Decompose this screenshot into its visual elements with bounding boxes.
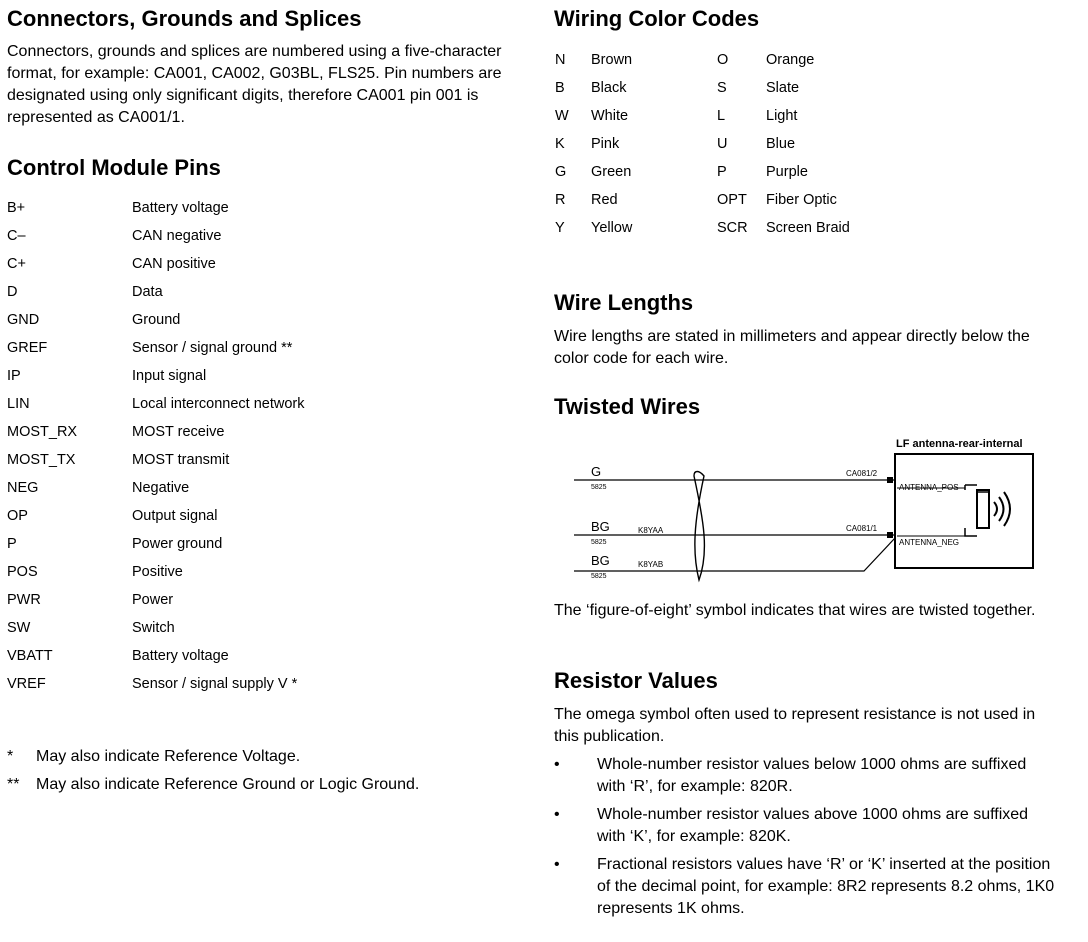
component-title: LF antenna-rear-internal [896, 438, 1023, 450]
pin-code: VREF [7, 676, 46, 692]
pin-description: Ground [132, 312, 181, 328]
pin-description: Local interconnect network [132, 396, 305, 412]
pin-code: C+ [7, 256, 26, 272]
color-name: Orange [766, 52, 815, 68]
pin2-label: CA081/1 [846, 524, 878, 533]
pin-description: Switch [132, 620, 175, 636]
bullet-text: Fractional resistors values have ‘R’ or ‘K’ inserted at the position of the decimal point, for example: 8R2 represents 8.2 ohms, 1K0 represents 1K ohms. [597, 856, 1055, 917]
footnote-mark: * [7, 748, 14, 765]
footnote-text: May also indicate Reference Voltage. [36, 748, 301, 765]
color-name: White [591, 108, 629, 124]
twisted-wires-diagram [554, 432, 1074, 588]
color-name: Yellow [591, 220, 633, 236]
pin-code: D [7, 284, 18, 300]
pin-code: GND [7, 312, 40, 328]
color-name: Screen Braid [766, 220, 850, 236]
pin-code: IP [7, 368, 21, 384]
bullet-text: Whole-number resistor values above 1000 ohms are suffixed with ‘K’, for example: 820K. [597, 806, 1029, 845]
component-box [895, 454, 1033, 568]
footnote-mark: ** [7, 776, 20, 793]
pin-description: Positive [132, 564, 183, 580]
pin-description: Data [132, 284, 163, 300]
wire3-length: 5825 [591, 573, 607, 580]
pin-description: MOST receive [132, 424, 225, 440]
pin-description: MOST transmit [132, 452, 230, 468]
wire3-color: BG [591, 553, 610, 568]
pin-marker [887, 532, 893, 538]
wire2-id: K8YAA [638, 526, 664, 535]
wire2-color: BG [591, 519, 610, 534]
color-code: Y [555, 220, 565, 236]
antenna-symbol [977, 490, 989, 528]
figure-of-eight-icon [694, 472, 704, 581]
bullet-mark: • [554, 756, 560, 773]
pin-description: Sensor / signal supply V * [132, 676, 298, 692]
pin-code: MOST_RX [7, 424, 78, 440]
pin-marker [887, 477, 893, 483]
color-code: U [717, 136, 728, 152]
footnote-text: May also indicate Reference Ground or Logic Ground. [36, 776, 420, 793]
wire1-length: 5825 [591, 484, 607, 491]
resistor-values-body: The omega symbol often used to represent resistance is not used in this publication. [554, 706, 1036, 745]
pin1-label: CA081/2 [846, 469, 878, 478]
pin-description: Negative [132, 480, 190, 496]
color-code: G [555, 164, 567, 180]
wire-bg-2 [574, 538, 895, 571]
pin2-name: ANTENNA_NEG [899, 538, 960, 547]
pin-code: C– [7, 228, 26, 244]
bullet-text: Whole-number resistor values below 1000 ohms are suffixed with ‘R’, for example: 820R. [597, 756, 1027, 795]
color-name: Red [591, 192, 618, 208]
color-name: Fiber Optic [766, 192, 837, 208]
bullet-mark: • [554, 806, 560, 823]
color-name: Black [591, 80, 627, 96]
color-code: SCR [717, 220, 748, 236]
color-code: OPT [717, 192, 747, 208]
pin-code: OP [7, 508, 28, 524]
pin-description: Battery voltage [132, 648, 229, 664]
pin-description: Sensor / signal ground ** [132, 340, 293, 356]
color-code: S [717, 80, 727, 96]
color-code: B [555, 80, 565, 96]
color-code: N [555, 52, 566, 68]
pin-code: POS [7, 564, 38, 580]
wire1-color: G [591, 464, 602, 479]
color-name: Slate [766, 80, 800, 96]
pin-code: SW [7, 620, 31, 636]
pin-code: P [7, 536, 17, 552]
color-code: W [555, 108, 569, 124]
color-code: P [717, 164, 727, 180]
connectors-body: Connectors, grounds and splices are numbered using a five-character format, for example: CA001, CA002, G03BL, FLS25. Pin numbers are designated using only significant digits, therefore CA001 pin 001 is represented as CA001/1. [7, 43, 502, 126]
wire-lengths-heading: Wire Lengths [554, 290, 694, 315]
pin-code: LIN [7, 396, 30, 412]
pin-description: Output signal [132, 508, 218, 524]
pin-code: B+ [7, 200, 26, 216]
pin-description: Power ground [132, 536, 223, 552]
color-code: R [555, 192, 566, 208]
pin-description: Input signal [132, 368, 207, 384]
color-name: Light [766, 108, 798, 124]
wire3-id: K8YAB [638, 560, 664, 569]
pin-description: CAN positive [132, 256, 216, 272]
wire2-length: 5825 [591, 539, 607, 546]
pin-description: CAN negative [132, 228, 222, 244]
wire-lengths-body: Wire lengths are stated in millimeters and appear directly below the color code for each wire. [554, 328, 1030, 367]
resistor-values-heading: Resistor Values [554, 668, 718, 693]
pin-code: GREF [7, 340, 48, 356]
pin-description: Power [132, 592, 174, 608]
pin1-name: ANTENNA_POS [899, 483, 959, 492]
color-code: O [717, 52, 729, 68]
pin-code: NEG [7, 480, 39, 496]
pin-description: Battery voltage [132, 200, 229, 216]
control-module-heading: Control Module Pins [7, 155, 221, 180]
color-name: Pink [591, 136, 620, 152]
color-code: K [555, 136, 565, 152]
color-name: Purple [766, 164, 808, 180]
connectors-heading: Connectors, Grounds and Splices [7, 6, 362, 31]
pin-code: VBATT [7, 648, 53, 664]
color-name: Blue [766, 136, 796, 152]
pin-code: PWR [7, 592, 41, 608]
color-code: L [717, 108, 726, 124]
wave-icon [994, 502, 997, 516]
twisted-wires-body: The ‘figure-of-eight’ symbol indicates that wires are twisted together. [554, 602, 1036, 619]
color-name: Brown [591, 52, 633, 68]
color-name: Green [591, 164, 632, 180]
bullet-mark: • [554, 856, 560, 873]
wiring-colors-heading: Wiring Color Codes [554, 6, 760, 31]
twisted-wires-heading: Twisted Wires [554, 394, 701, 419]
pin-code: MOST_TX [7, 452, 76, 468]
